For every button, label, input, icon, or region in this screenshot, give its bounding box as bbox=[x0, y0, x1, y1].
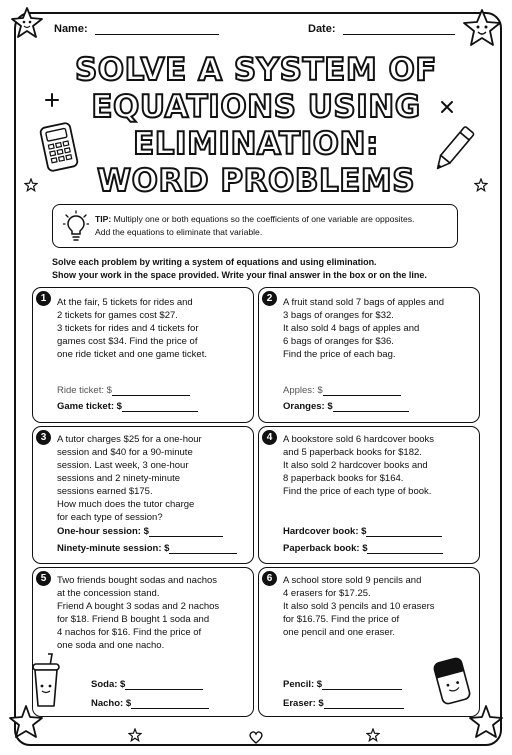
problem-number: 1 bbox=[36, 291, 51, 306]
answer-blank[interactable] bbox=[333, 401, 409, 412]
problem-line: one ride ticket and one game ticket. bbox=[57, 349, 207, 360]
answer-blank[interactable] bbox=[367, 543, 443, 554]
answer-label: Soda: $ bbox=[91, 679, 126, 690]
instructions bbox=[52, 256, 472, 282]
problem-text bbox=[57, 296, 207, 361]
problem-line: 8 paperback books for $164. bbox=[283, 473, 404, 484]
answer-ride-ticket[interactable] bbox=[57, 385, 190, 396]
answer-blank[interactable] bbox=[169, 543, 237, 554]
worksheet-title bbox=[0, 52, 512, 200]
problem-line: A school store sold 9 pencils and bbox=[283, 575, 422, 586]
problem-line: Two friends bought sodas and nachos bbox=[57, 575, 218, 586]
answer-oranges[interactable] bbox=[283, 401, 409, 412]
problem-line: at the concession stand. bbox=[57, 588, 160, 599]
answer-label: Ninety-minute session: $ bbox=[57, 543, 170, 554]
answer-blank[interactable] bbox=[324, 698, 404, 709]
problem-line: for $18. Friend B bought 1 soda and bbox=[57, 614, 210, 625]
name-line[interactable] bbox=[95, 22, 219, 35]
answer-soda[interactable] bbox=[91, 679, 203, 690]
problem-line: A fruit stand sold 7 bags of apples and bbox=[283, 297, 445, 308]
problem-line: Friend A bought 3 sodas and 2 nachos bbox=[57, 601, 220, 612]
tip-label: TIP: bbox=[95, 214, 112, 224]
problem-line: session and $40 for a 90-minute bbox=[57, 447, 193, 458]
small-star-icon bbox=[128, 728, 142, 742]
date-line[interactable] bbox=[343, 22, 455, 35]
problem-line: games cost $34. Find the price of bbox=[57, 336, 198, 347]
answer-paperback-book[interactable] bbox=[283, 543, 443, 554]
problem-line: It also sold 4 bags of apples and bbox=[283, 323, 420, 334]
answer-label: Eraser: $ bbox=[283, 698, 324, 709]
tip-box bbox=[52, 204, 458, 248]
problem-line: session. Last week, 3 one-hour bbox=[57, 460, 189, 471]
answer-one-hour-session[interactable] bbox=[57, 526, 223, 537]
problem-line: for each type of session? bbox=[57, 512, 163, 523]
problem-line: A bookstore sold 6 hardcover books bbox=[283, 434, 435, 445]
date-label: Date: bbox=[308, 23, 336, 35]
problem-text bbox=[57, 433, 202, 524]
problem-line: and 5 paperback books for $182. bbox=[283, 447, 422, 458]
problem-line: sessions earned $175. bbox=[57, 486, 153, 497]
answer-label: One-hour session: $ bbox=[57, 526, 149, 537]
date-field[interactable] bbox=[308, 22, 455, 35]
answer-blank[interactable] bbox=[149, 526, 223, 537]
answer-pencil[interactable] bbox=[283, 679, 402, 690]
answer-blank[interactable] bbox=[366, 526, 442, 537]
problem-text bbox=[57, 574, 219, 652]
problem-text bbox=[283, 574, 435, 639]
problem-line: Find the price of each bag. bbox=[283, 349, 396, 360]
star-icon bbox=[10, 6, 44, 40]
problem-line: 6 bags of oranges for $36. bbox=[283, 336, 394, 347]
problem-text bbox=[283, 433, 434, 498]
answer-label: Game ticket: $ bbox=[57, 401, 122, 412]
problem-line: At the fair, 5 tickets for rides and bbox=[57, 297, 193, 308]
problem-3-box bbox=[32, 426, 254, 564]
title-line: ELIMINATION: bbox=[133, 126, 379, 162]
answer-apples[interactable] bbox=[283, 385, 401, 396]
answer-ninety-minute-session[interactable] bbox=[57, 543, 237, 554]
answer-nacho[interactable] bbox=[91, 698, 209, 709]
problem-line: 2 tickets for games cost $27. bbox=[57, 310, 178, 321]
problem-4-box bbox=[258, 426, 480, 564]
problem-line: 4 erasers for $17.25. bbox=[283, 588, 371, 599]
answer-label: Hardcover book: $ bbox=[283, 526, 367, 537]
problem-number: 2 bbox=[262, 291, 277, 306]
answer-blank[interactable] bbox=[322, 679, 402, 690]
answer-label: Nacho: $ bbox=[91, 698, 132, 709]
tip-line-2: Add the equations to eliminate that variable. bbox=[95, 227, 263, 237]
name-field[interactable] bbox=[54, 22, 219, 35]
lightbulb-icon bbox=[63, 210, 89, 242]
instructions-line-2: Show your work in the space provided. Write your final answer in the box or on the line. bbox=[52, 270, 427, 280]
answer-label: Pencil: $ bbox=[283, 679, 323, 690]
problem-line: It also sold 3 pencils and 10 erasers bbox=[283, 601, 435, 612]
problem-line: How much does the tutor charge bbox=[57, 499, 195, 510]
answer-blank[interactable] bbox=[125, 679, 203, 690]
small-star-icon bbox=[366, 728, 380, 742]
answer-hardcover-book[interactable] bbox=[283, 526, 442, 537]
smiling-star-icon bbox=[462, 8, 502, 48]
answer-label: Apples: $ bbox=[283, 385, 323, 396]
problem-line: one pencil and one eraser. bbox=[283, 627, 395, 638]
problem-number: 6 bbox=[262, 571, 277, 586]
tip-line-1: Multiply one or both equations so the coefficients of one variable are opposites. bbox=[113, 214, 415, 224]
answer-eraser[interactable] bbox=[283, 698, 404, 709]
problem-line: 3 bags of oranges for $32. bbox=[283, 310, 394, 321]
problem-line: A tutor charges $25 for a one-hour bbox=[57, 434, 202, 445]
problem-2-box bbox=[258, 287, 480, 423]
heart-icon bbox=[248, 730, 264, 744]
problem-line: sessions and 2 ninety-minute bbox=[57, 473, 181, 484]
answer-game-ticket[interactable] bbox=[57, 401, 198, 412]
problem-line: 4 nachos for $16. Find the price of bbox=[57, 627, 202, 638]
problem-line: Find the price of each type of book. bbox=[283, 486, 432, 497]
answer-blank[interactable] bbox=[131, 698, 209, 709]
problem-6-box bbox=[258, 567, 480, 717]
problem-text bbox=[283, 296, 444, 361]
problem-line: It also sold 2 hardcover books and bbox=[283, 460, 428, 471]
problem-5-box bbox=[32, 567, 254, 717]
problem-number: 3 bbox=[36, 430, 51, 445]
problem-1-box bbox=[32, 287, 254, 423]
title-line: WORD PROBLEMS bbox=[96, 163, 416, 199]
problem-line: 3 tickets for rides and 4 tickets for bbox=[57, 323, 199, 334]
problem-number: 4 bbox=[262, 430, 277, 445]
answer-label: Oranges: $ bbox=[283, 401, 333, 412]
name-label: Name: bbox=[54, 23, 88, 35]
title-line: EQUATIONS USING bbox=[91, 89, 421, 125]
problem-number: 5 bbox=[36, 571, 51, 586]
problem-line: one soda and one nacho. bbox=[57, 640, 165, 651]
instructions-line-1: Solve each problem by writing a system of equations and using elimination. bbox=[52, 257, 377, 267]
answer-blank[interactable] bbox=[112, 385, 190, 396]
title-line: SOLVE A SYSTEM OF bbox=[74, 52, 437, 88]
answer-blank[interactable] bbox=[122, 401, 198, 412]
problem-line: for $16.75. Find the price of bbox=[283, 614, 400, 625]
answer-label: Paperback book: $ bbox=[283, 543, 368, 554]
answer-label: Ride ticket: $ bbox=[57, 385, 112, 396]
answer-blank[interactable] bbox=[323, 385, 401, 396]
